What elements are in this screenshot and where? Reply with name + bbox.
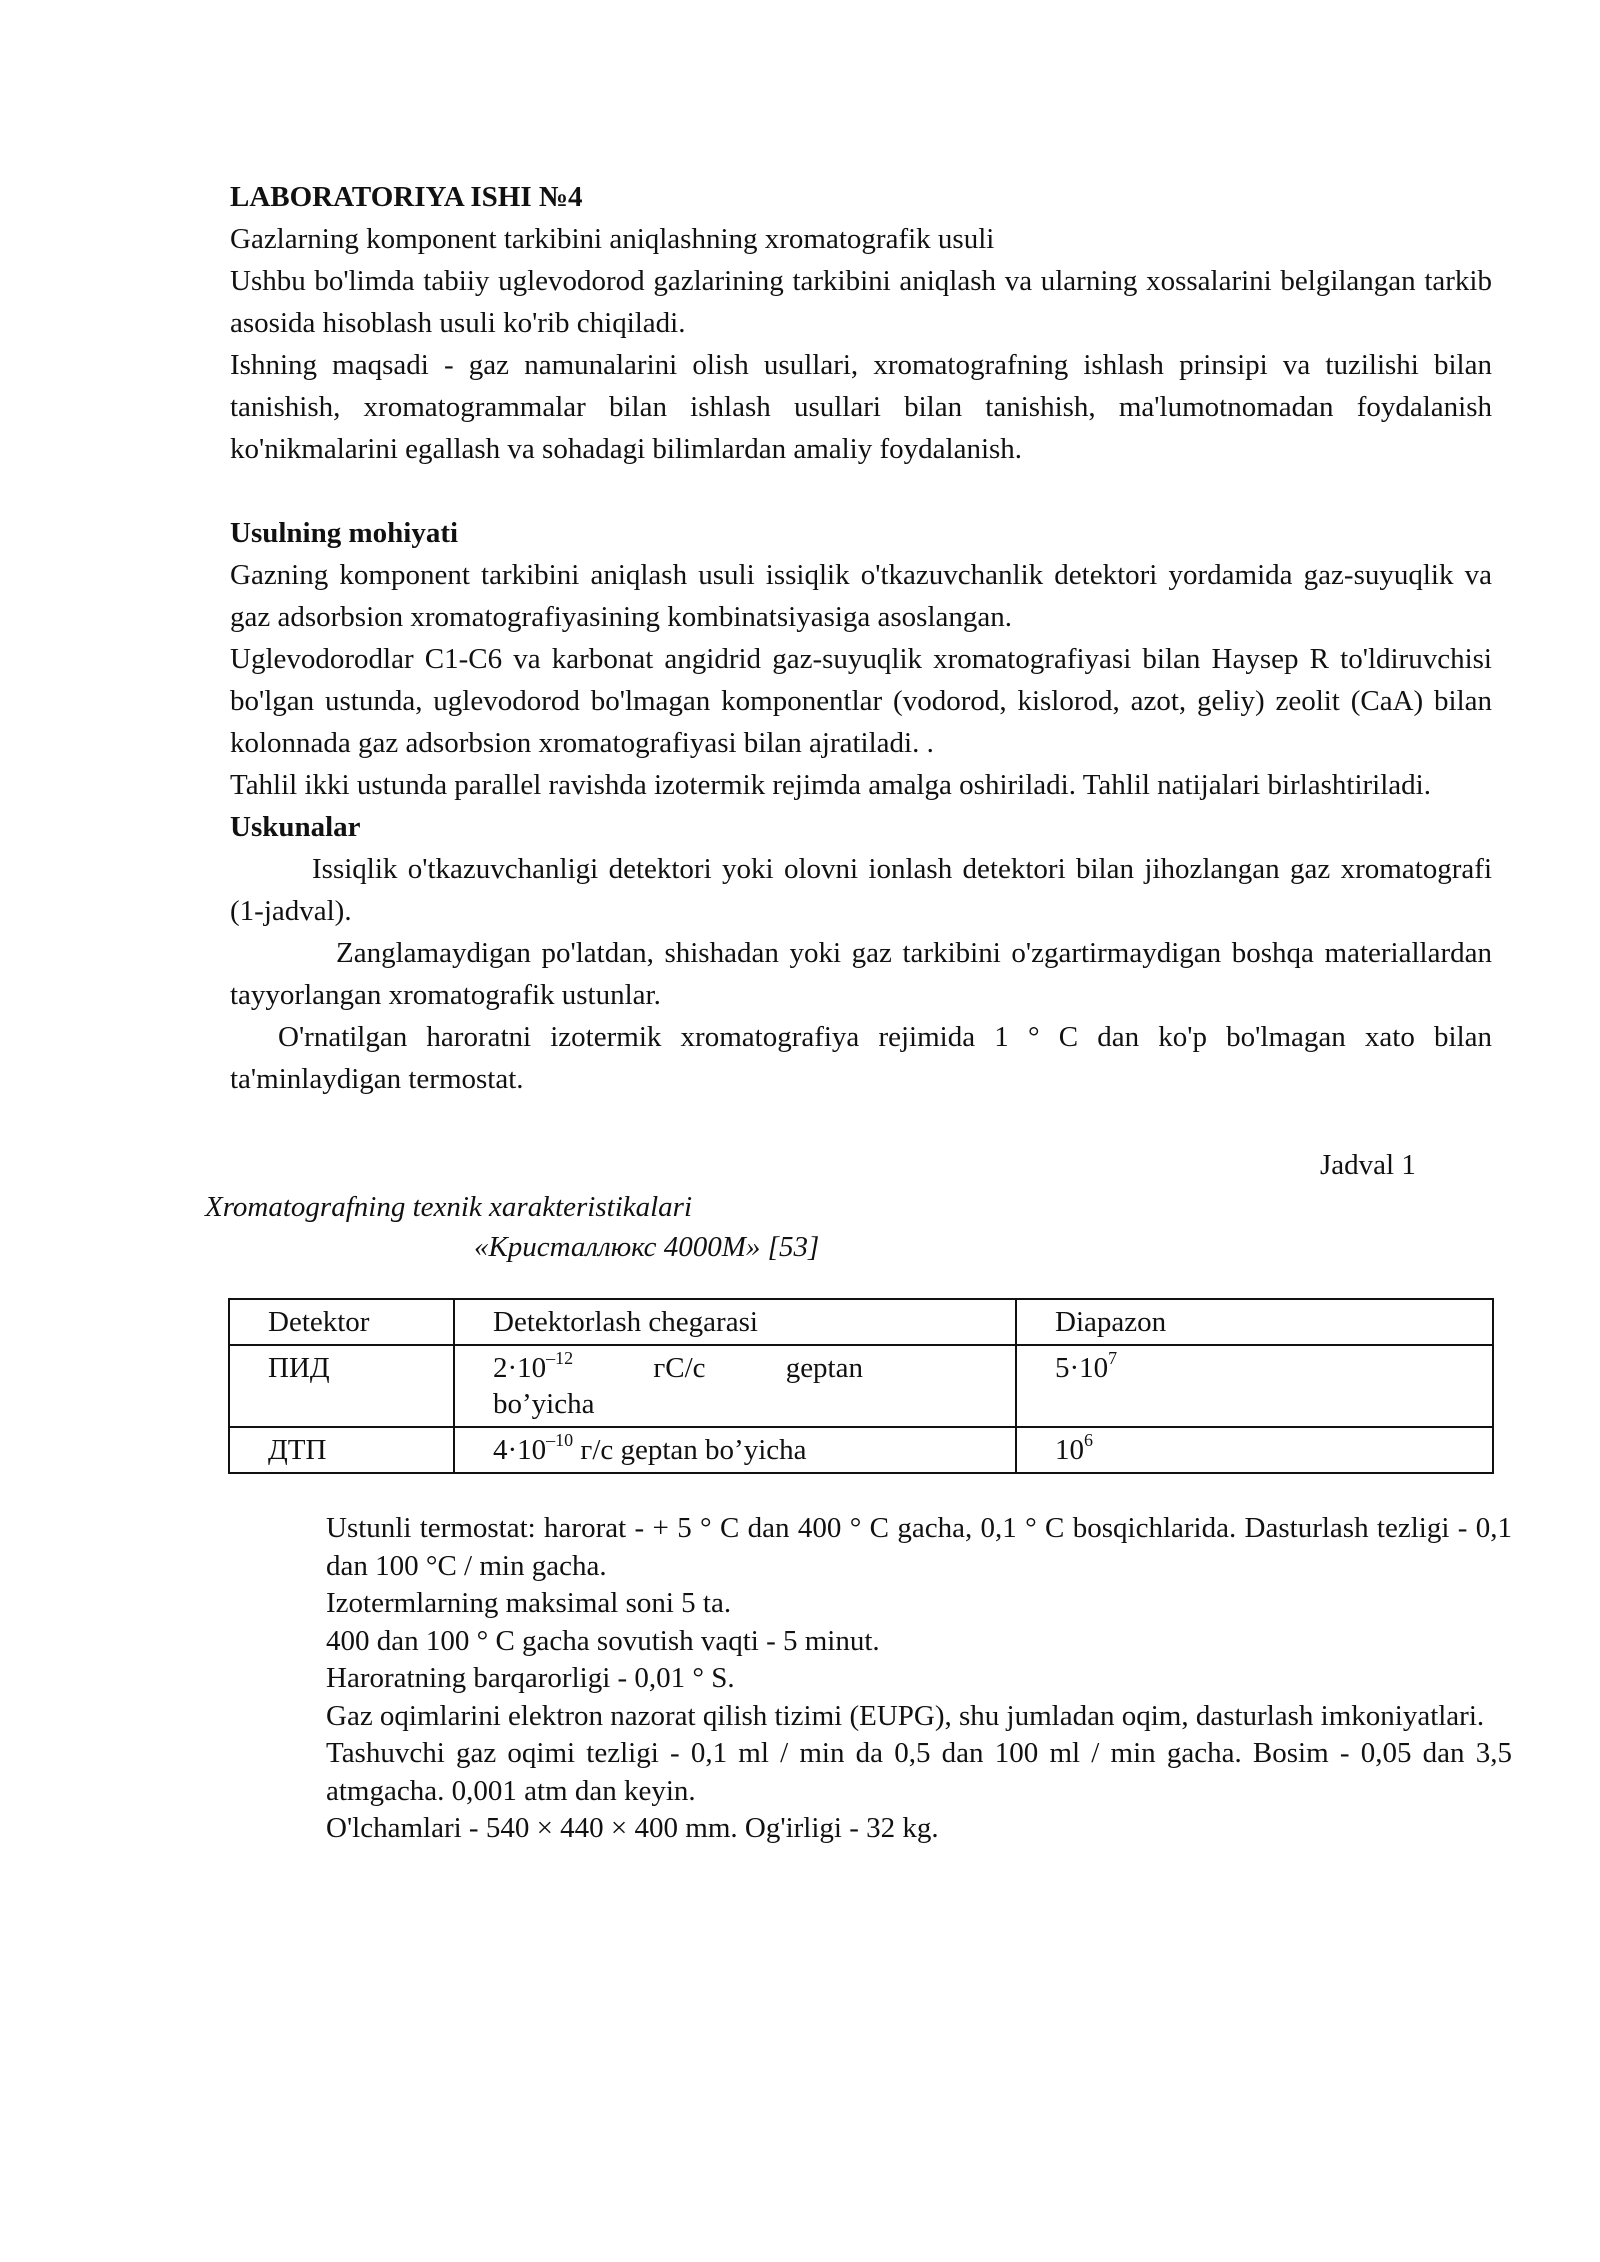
lab-title: LABORATORIYA ISHI №4: [230, 181, 583, 213]
spec-list: [326, 1510, 1512, 1848]
spec-item: Haroratning barqarorligi - 0,01 ° S.: [326, 1662, 735, 1694]
spec-table: [228, 1298, 1494, 1474]
essence-section: [230, 512, 1492, 1100]
limit-tail: bo’yicha: [493, 1388, 595, 1420]
header-limit: Detektorlash chegarasi: [454, 1299, 1016, 1345]
spec-item: Gaz oqimlarini elektron nazorat qilish tizimi (EUPG), shu jumladan oqim, dasturlash imkoniyatlari.: [326, 1699, 1485, 1732]
equipment-heading: Uskunalar: [230, 811, 361, 843]
cell-detector: ДТП: [229, 1427, 454, 1473]
table-header-row: [229, 1299, 1493, 1345]
spec-item: Izotermlarning maksimal soni 5 ta.: [326, 1587, 732, 1619]
essence-paragraph-1: Gazning komponent tarkibini aniqlash usuli issiqlik o'tkazuvchanlik detektori yordamida gaz-suyuqlik va gaz adsorbsion xromatografiyasining kombinatsiyasiga asoslangan.: [230, 559, 1492, 633]
limit-word: geptan: [785, 1352, 863, 1384]
cell-limit: [454, 1345, 1016, 1427]
equipment-paragraph-2: Zanglamaydigan po'latdan, shishadan yoki gaz tarkibini o'zgartirmaydigan boshqa materiallardan tayyorlangan xromatografik ustunlar.: [230, 937, 1492, 1011]
lab-subtitle: Gazlarning komponent tarkibini aniqlashning xromatografik usuli: [230, 223, 995, 255]
table-caption-line-1: Xromatografning texnik xarakteristikalari: [205, 1191, 693, 1223]
table-row: [229, 1427, 1493, 1473]
header-range: Diapazon: [1016, 1299, 1493, 1345]
essence-paragraph-3: Tahlil ikki ustunda parallel ravishda izotermik rejimda amalga oshiriladi. Tahlil natijalari birlashtiriladi.: [230, 769, 1431, 801]
cell-range: $5\cdot 10^7$: [1016, 1345, 1493, 1427]
equipment-paragraph-3: O'rnatilgan haroratni izotermik xromatografiya rejimida 1 ° C dan ko'p bo'lmagan xato bilan ta'minlaydigan termostat.: [230, 1021, 1492, 1095]
intro-paragraph: Ushbu bo'limda tabiiy uglevodorod gazlarining tarkibini aniqlash va ularning xossalarini belgilangan tarkib asosida hisoblash usuli ko'rib chiqiladi.: [230, 265, 1492, 339]
spec-item: Tashuvchi gaz oqimi tezligi - 0,1 ml / min da 0,5 dan 100 ml / min gacha. Bosim - 0,05 dan 3,5 atmgacha. 0,001 atm dan keyin.: [326, 1737, 1512, 1807]
table-caption-line-2: «Кристаллюкс 4000М» [53]: [474, 1231, 820, 1263]
cell-detector: ПИД: [229, 1345, 454, 1427]
spec-item: O'lchamlari - 540 × 440 × 400 mm. Og'irligi - 32 kg.: [326, 1812, 939, 1844]
intro-section: [230, 176, 1492, 470]
table-row: [229, 1345, 1493, 1427]
goal-paragraph: Ishning maqsadi - gaz namunalarini olish usullari, xromatografning ishlash prinsipi va tuzilishi bilan tanishish, xromatogrammalar bilan ishlash usullari bilan tanishish, ma'lumotnomadan foydalanish ko'nikmalarini egallash va sohadagi bilimlardan amaliy foydalanish.: [230, 349, 1492, 465]
header-detector: Detektor: [229, 1299, 454, 1345]
essence-paragraph-2: Uglevodorodlar C1-C6 va karbonat angidrid gaz-suyuqlik xromatografiyasi bilan Haysep R to'ldiruvchisi bo'lgan ustunda, uglevodorod bo'lmagan komponentlar (vodorod, kislorod, azot, geliy) zeolit (CaA) bilan kolonnada gaz adsorbsion xromatografiyasi bilan ajratiladi. .: [230, 643, 1492, 759]
essence-heading: Usulning mohiyati: [230, 517, 459, 549]
limit-unit: гC/c: [653, 1352, 706, 1384]
equipment-paragraph-1: Issiqlik o'tkazuvchanligi detektori yoki olovni ionlash detektori bilan jihozlangan gaz xromatografi (1-jadval).: [230, 853, 1492, 927]
cell-limit: $4\cdot 10^{-10}$ г/с geptan bo’yicha: [454, 1427, 1016, 1473]
limit-value: $2\cdot 10^{-12}$: [493, 1348, 574, 1384]
cell-range: $10^6$: [1016, 1427, 1493, 1473]
spec-item: 400 dan 100 ° C gacha sovutish vaqti - 5 minut.: [326, 1624, 880, 1657]
spec-item: Ustunli termostat: harorat - + 5 ° C dan 400 ° C gacha, 0,1 ° C bosqichlarida. Dasturlash tezligi - 0,1 dan 100 °C / min gacha.: [326, 1512, 1512, 1582]
table-label: Jadval 1: [1320, 1149, 1416, 1181]
